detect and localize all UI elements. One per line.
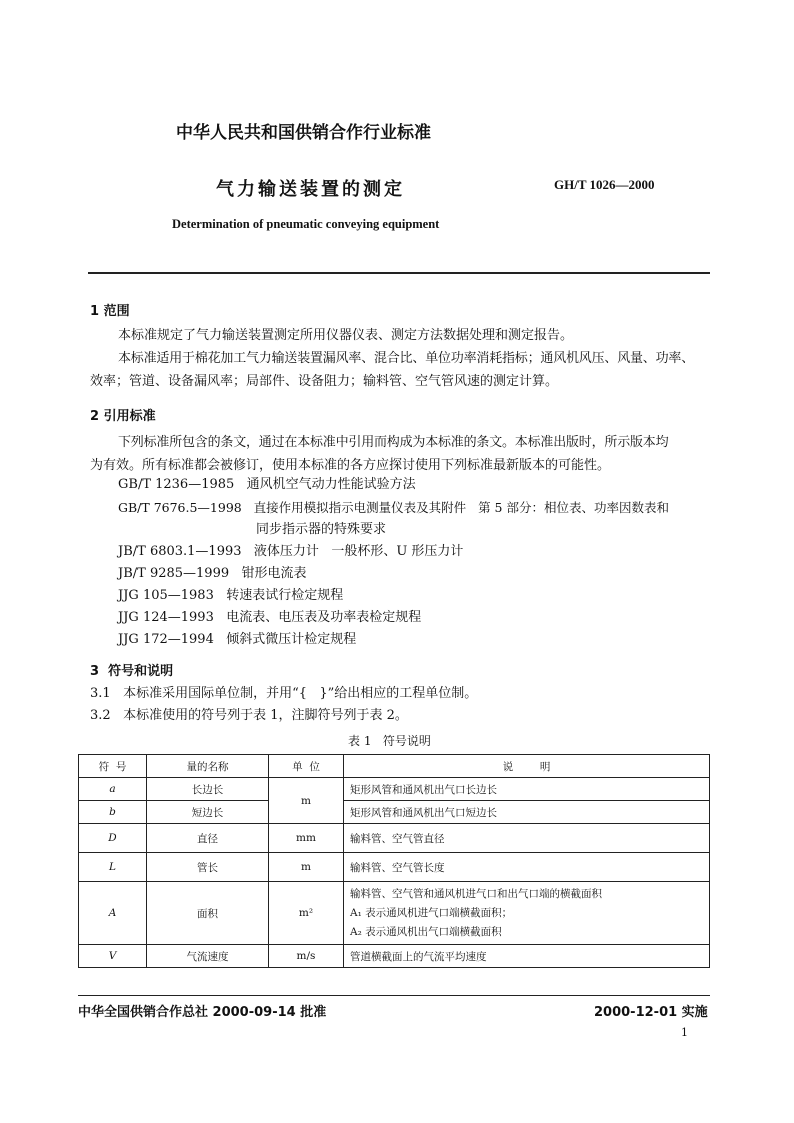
reference-item: GB/T 1236—1985 通风机空气动力性能试验方法 [118,477,416,492]
description-line: A₁ 表示通风机进气口端横截面积； [350,906,513,919]
symbol-cell: D [79,824,147,853]
table-row [79,882,710,945]
description-line: A₂ 表示通风机出气口端横截面积 [350,925,502,938]
page-number: 1 [681,1026,688,1039]
symbol-cell: A [79,882,147,945]
unit-cell: m/s [269,945,344,968]
description-cell: 矩形风管和通风机出气口短边长 [344,801,710,824]
section-1-para-1: 本标准规定了气力输送装置测定所用仪器仪表、测定方法数据处理和测定报告。 [118,328,574,343]
name-cell: 管长 [147,853,269,882]
org-standard-title: 中华人民共和国供销合作行业标准 [176,123,431,143]
reference-item: JB/T 6803.1—1993 液体压力计 一般杯形、U 形压力计 [118,544,464,559]
table-caption: 表 1 符号说明 [348,734,431,748]
description-cell [344,882,710,945]
description-cell: 输料管、空气管长度 [344,853,710,882]
table-row [79,853,710,882]
name-cell: 直径 [147,824,269,853]
section-2-para-line-1: 下列标准所包含的条文，通过在本标准中引用而构成为本标准的条文。本标准出版时，所示版本均 [118,435,669,450]
unit-cell: m² [269,882,344,945]
reference-item: GB/T 7676.5—1998 直接作用模拟指示电测量仪表及其附件 第 5 部分：相位表、功率因数表和 [118,500,669,515]
section-1-para-2-line-2: 效率；管道、设备漏风率；局部件、设备阻力；输料管、空气管风速的测定计算。 [90,374,559,389]
table-header-cell: 说 明 [344,755,710,778]
name-cell: 气流速度 [147,945,269,968]
english-title: Determination of pneumatic conveying equipment [172,217,440,231]
symbol-cell: a [79,778,147,801]
clause-3-1: 3.1 本标准采用国际单位制，并用“{ }”给出相应的工程单位制。 [90,686,478,701]
table-header-cell: 单 位 [269,755,344,778]
description-cell: 管道横截面上的气流平均速度 [344,945,710,968]
symbol-cell: V [79,945,147,968]
reference-item: JJG 172—1994 倾斜式微压计检定规程 [118,632,357,647]
symbol-cell: b [79,801,147,824]
table-row [79,778,710,801]
section-3-heading: 3 符号和说明 [90,664,174,679]
description-line: 输料管、空气管和通风机进气口和出气口端的横截面积 [350,887,602,900]
unit-cell: mm [269,824,344,853]
table-row [79,945,710,968]
implementation-date: 2000-12-01 实施 [594,1005,708,1020]
name-cell: 长边长 [147,778,269,801]
section-2-heading: 2 引用标准 [90,409,156,424]
unit-cell: m [269,778,344,824]
table-row [79,801,710,824]
approval-statement: 中华全国供销合作总社 2000-09-14 批准 [78,1005,327,1020]
section-1-para-2-line-1: 本标准适用于棉花加工气力输送装置漏风率、混合比、单位功率消耗指标；通风机风压、风量、功率、 [118,351,695,366]
reference-item-continued: 同步指示器的特殊要求 [256,522,387,537]
reference-item: JJG 124—1993 电流表、电压表及功率表检定规程 [118,610,422,625]
symbol-cell: L [79,853,147,882]
name-cell: 短边长 [147,801,269,824]
clause-3-2: 3.2 本标准使用的符号列于表 1，注脚符号列于表 2。 [90,708,408,723]
table-header-row [79,755,710,778]
footer-rule [78,995,710,996]
reference-item: JJG 105—1983 转速表试行检定规程 [118,588,344,603]
table-row [79,824,710,853]
description-cell: 矩形风管和通风机出气口长边长 [344,778,710,801]
unit-cell: m [269,853,344,882]
table-header-cell: 量的名称 [147,755,269,778]
symbol-table [78,754,710,968]
section-2-para-line-2: 为有效。所有标准都会被修订，使用本标准的各方应探讨使用下列标准最新版本的可能性。 [90,458,611,473]
section-1-heading: 1 范围 [90,304,130,319]
header-rule [88,272,710,274]
description-cell: 输料管、空气管直径 [344,824,710,853]
standard-code: GH/T 1026—2000 [554,177,655,192]
table-header-cell: 符 号 [79,755,147,778]
name-cell: 面积 [147,882,269,945]
reference-item: JB/T 9285—1999 钳形电流表 [118,566,307,581]
document-title: 气力输送装置的测定 [216,179,405,200]
